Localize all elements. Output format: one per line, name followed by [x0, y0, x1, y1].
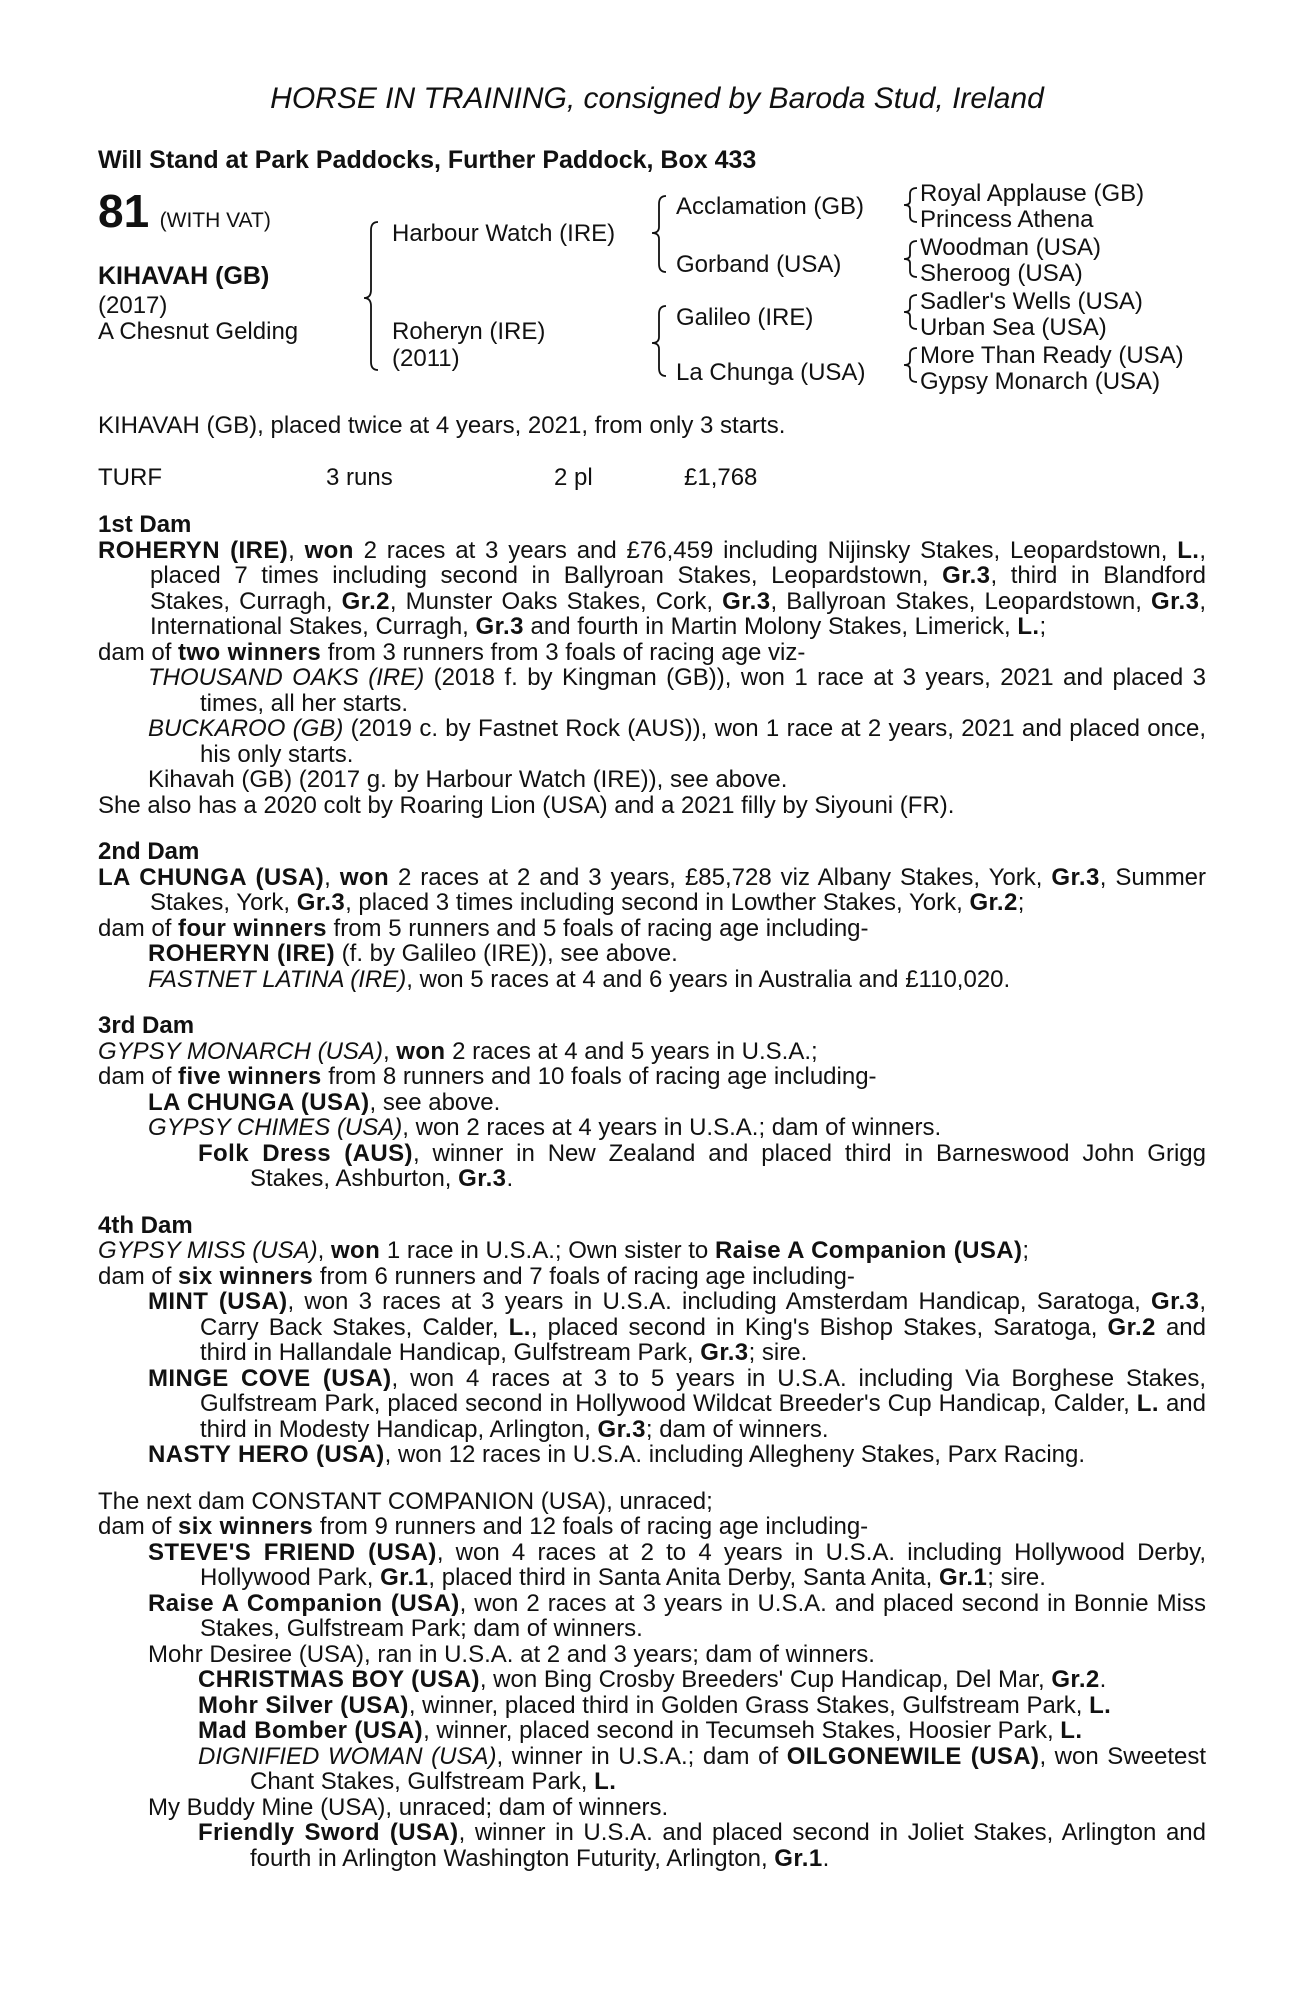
race-record-summary: KIHAVAH (GB), placed twice at 4 years, 2021, from only 3 starts.	[98, 412, 786, 439]
text-run: , winner, placed second in Tecumseh Stakes, Hoosier Park,	[423, 1717, 1061, 1744]
text-run: two winners	[178, 638, 322, 666]
text-run: .	[822, 1844, 830, 1872]
text-run: , Munster Oaks Stakes, Cork,	[389, 587, 723, 615]
text-run: , won 4 races at 3 to 5 years in U.S.A. including Via Borghese Stakes, Gulfstream Park, placed second in Hollywood Wildcat Breeder's Cup Handicap, Calder,	[200, 1364, 1206, 1417]
section-title: 1st Dam	[98, 511, 192, 538]
text-run: GYPSY MONARCH (USA)	[98, 1037, 383, 1065]
pedigree-dam-dam: La Chunga (USA)	[676, 359, 866, 386]
text-run: dam of	[98, 1513, 179, 1540]
pedigree-paragraph	[98, 1064, 1206, 1090]
pedigree-dam: Roheryn (IRE)	[392, 318, 546, 345]
pedigree-paragraph	[98, 1642, 1206, 1668]
text-run: Kihavah (GB) (2017 g. by Harbour Watch (IRE)), see above.	[148, 766, 788, 793]
text-run: , won 12 races in U.S.A. including Allegheny Stakes, Parx Racing.	[384, 1441, 1086, 1468]
text-run: ,	[288, 536, 305, 564]
pedigree-sire-dam: Gorband (USA)	[676, 251, 842, 278]
text-run: ;	[1039, 613, 1047, 640]
text-run: four winners	[178, 914, 327, 942]
pedigree-paragraph	[98, 1540, 1206, 1591]
text-run: , Summer Stakes, York,	[150, 863, 1207, 916]
text-run: and fourth in Martin Molony Stakes, Limerick,	[523, 613, 1018, 640]
text-run: Friendly Sword (USA)	[198, 1819, 459, 1846]
text-run: .	[506, 1165, 514, 1192]
text-run: THOUSAND OAKS (IRE)	[148, 664, 425, 691]
text-run: MINGE COVE (USA)	[148, 1364, 392, 1392]
pedigree-paragraph	[98, 665, 1206, 716]
section-title: 2nd Dam	[98, 838, 200, 865]
text-run: from 3 runners from 3 foals of racing age viz-	[321, 638, 806, 666]
text-run: Gr.2	[1107, 1313, 1156, 1341]
text-run: L.	[508, 1313, 531, 1341]
lot-number: 81	[98, 185, 150, 237]
text-run: , won 2 races at 3 years in U.S.A. and placed second in Bonnie Miss Stakes, Gulfstream Park; dam of winners.	[200, 1589, 1206, 1642]
text-run: Raise A Companion (USA)	[148, 1589, 460, 1617]
text-run: six winners	[178, 1262, 314, 1290]
text-run: Gr.3	[458, 1165, 507, 1192]
text-run: L.	[594, 1768, 617, 1795]
pedigree-paragraph	[98, 865, 1206, 916]
text-run: ,	[382, 1037, 397, 1065]
text-run: My Buddy Mine (USA), unraced; dam of winners.	[148, 1793, 669, 1821]
text-run: Gr.3	[700, 1339, 749, 1366]
text-run: .	[1099, 1666, 1107, 1693]
text-run: 2 races at 4 and 5 years in U.S.A.;	[445, 1037, 818, 1065]
pedigree-paragraph	[98, 1693, 1206, 1719]
text-run: DIGNIFIED WOMAN (USA)	[198, 1742, 497, 1770]
text-run: from 9 runners and 12 foals of racing age including-	[313, 1513, 869, 1540]
text-run: , placed second in King's Bishop Stakes, Saratoga,	[530, 1313, 1108, 1341]
turf-placed: 2 pl	[554, 464, 593, 491]
pedigree-dd-dam: Gypsy Monarch (USA)	[920, 368, 1161, 395]
pedigree-paragraph	[98, 941, 1206, 967]
text-run: and third in Modesty Handicap, Arlington,	[200, 1390, 1206, 1443]
text-run: Gr.1	[938, 1564, 988, 1591]
pedigree-paragraph	[98, 1238, 1206, 1264]
pedigree-paragraph	[98, 1289, 1206, 1366]
text-run: Gr.2	[341, 587, 390, 615]
pedigree-sd-dam: Sheroog (USA)	[920, 260, 1083, 287]
pedigree-sire: Harbour Watch (IRE)	[392, 220, 616, 247]
text-run: Gr.3	[475, 613, 524, 640]
dam-section	[98, 1213, 1206, 1468]
text-run: , see above.	[369, 1088, 501, 1116]
text-run: Gr.3	[1151, 587, 1200, 615]
pedigree-ds-dam: Urban Sea (USA)	[920, 314, 1107, 341]
stand-location: Will Stand at Park Paddocks, Further Paddock, Box 433	[98, 146, 757, 174]
horse-name: KIHAVAH (GB)	[98, 262, 270, 290]
text-run: from 5 runners and 5 foals of racing age including-	[326, 914, 869, 942]
text-run: Gr.1	[380, 1564, 429, 1591]
pedigree-paragraph	[98, 716, 1206, 767]
text-run: L.	[1017, 613, 1040, 640]
text-run: five winners	[178, 1063, 322, 1090]
pedigree-paragraph	[98, 1115, 1206, 1141]
text-run: Gr.2	[1051, 1666, 1100, 1693]
pedigree-ds-sire: Sadler's Wells (USA)	[920, 288, 1143, 315]
dam-section	[98, 512, 1206, 818]
pedigree-paragraph	[98, 1489, 1206, 1515]
section-title: 3rd Dam	[98, 1012, 195, 1039]
text-run: ROHERYN (IRE)	[98, 536, 289, 564]
text-run: LA CHUNGA (USA)	[148, 1088, 370, 1116]
pedigree-paragraph	[98, 538, 1206, 640]
text-run: , International Stakes, Curragh,	[150, 587, 1207, 640]
pedigree-paragraph	[98, 1442, 1206, 1468]
text-run: dam of	[98, 1063, 179, 1090]
text-run: OILGONEWILE (USA)	[786, 1742, 1040, 1770]
pedigree-ss-sire: Royal Applause (GB)	[920, 180, 1145, 207]
pedigree-paragraph	[98, 793, 1206, 819]
pedigree-paragraph	[98, 1744, 1206, 1795]
text-run: won	[330, 1237, 381, 1264]
pedigree-paragraph	[98, 640, 1206, 666]
pedigree-paragraph	[98, 1514, 1206, 1540]
pedigree-paragraph	[98, 1090, 1206, 1116]
text-run: ; sire.	[987, 1564, 1046, 1591]
page-heading: HORSE IN TRAINING, consigned by Baroda Stud, Ireland	[270, 82, 1044, 115]
text-run: , Ballyroan Stakes, Leopardstown,	[770, 587, 1152, 615]
text-run: , placed third in Santa Anita Derby, Santa Anita,	[428, 1564, 939, 1591]
text-run: Gr.1	[774, 1844, 823, 1872]
text-run: Gr.3	[722, 587, 771, 615]
text-run: six winners	[178, 1513, 314, 1540]
text-run: 1 race in U.S.A.; Own sister to	[380, 1237, 715, 1264]
text-run: , winner in New Zealand and placed third in Barneswood John Grigg Stakes, Ashburton,	[250, 1139, 1206, 1192]
pedigree-paragraph	[98, 1591, 1206, 1642]
text-run: Mohr Silver (USA)	[198, 1691, 409, 1719]
text-run: , winner in U.S.A. and placed second in Joliet Stakes, Arlington and fourth in Arlington Washington Futurity, Arlington,	[250, 1819, 1206, 1872]
text-run: from 8 runners and 10 foals of racing age including-	[321, 1063, 877, 1090]
text-run: ;	[1022, 1237, 1030, 1264]
pedigree-paragraph	[98, 1264, 1206, 1290]
text-run: MINT (USA)	[148, 1288, 288, 1315]
text-run: won	[304, 536, 354, 564]
text-run: Raise A Companion (USA)	[714, 1237, 1023, 1264]
text-run: STEVE'S FRIEND (USA)	[148, 1538, 437, 1566]
pedigree-sd-sire: Woodman (USA)	[920, 234, 1101, 261]
pedigree-paragraph	[98, 1366, 1206, 1443]
text-run: , winner, placed third in Golden Grass Stakes, Gulfstream Park,	[408, 1691, 1090, 1719]
text-run: 2 races at 2 and 3 years, £85,728 viz Albany Stakes, York,	[389, 863, 1052, 891]
text-run: CHRISTMAS BOY (USA)	[198, 1666, 480, 1693]
text-run: from 6 runners and 7 foals of racing age including-	[313, 1262, 855, 1290]
pedigree-paragraph	[98, 1039, 1206, 1065]
text-run: Gr.3	[597, 1415, 646, 1443]
text-run: L.	[1136, 1390, 1159, 1417]
pedigree-sire-sire: Acclamation (GB)	[676, 193, 865, 220]
text-run: and third in Hallandale Handicap, Gulfstream Park,	[200, 1313, 1206, 1366]
text-run: Gr.3	[942, 562, 991, 589]
text-run: BUCKAROO (GB)	[148, 715, 344, 742]
turf-label: TURF	[98, 464, 162, 491]
pedigree-dam-sire: Galileo (IRE)	[676, 304, 814, 331]
pedigree-paragraph	[98, 1141, 1206, 1192]
text-run: ;	[1017, 889, 1025, 916]
text-run: , won 4 races at 2 to 4 years in U.S.A. including Hollywood Derby, Hollywood Park,	[200, 1538, 1207, 1591]
text-run: , third in Blandford Stakes, Curragh,	[150, 562, 1207, 615]
text-run: , winner in U.S.A.; dam of	[496, 1742, 787, 1770]
text-run: Gr.3	[1051, 863, 1100, 891]
pedigree-paragraph	[98, 1795, 1206, 1821]
text-run: (f. by Galileo (IRE)), see above.	[334, 940, 678, 967]
turf-runs: 3 runs	[326, 464, 393, 491]
text-run: Gr.3	[296, 889, 346, 916]
text-run: Mad Bomber (USA)	[198, 1717, 424, 1744]
pedigree-ss-dam: Princess Athena	[920, 206, 1094, 233]
text-run: (2019 c. by Fastnet Rock (AUS)), won 1 race at 2 years, 2021 and placed once, his only starts.	[200, 715, 1206, 768]
horse-year: (2017)	[98, 292, 168, 319]
text-run: , won 2 races at 4 years in U.S.A.; dam of winners.	[402, 1114, 942, 1141]
text-run: LA CHUNGA (USA)	[98, 863, 325, 891]
text-run: Folk Dress (AUS)	[198, 1139, 413, 1167]
text-run: won	[339, 863, 390, 891]
text-run: , won 5 races at 4 and 6 years in Australia and £110,020.	[406, 965, 1011, 993]
text-run: dam of	[98, 1262, 179, 1290]
text-run: won	[396, 1037, 446, 1065]
text-run: Gr.3	[1151, 1288, 1200, 1315]
horse-description: A Chesnut Gelding	[98, 318, 299, 345]
text-run: GYPSY MISS (USA)	[98, 1237, 318, 1264]
text-run: , placed 7 times including second in Ballyroan Stakes, Leopardstown,	[150, 536, 1206, 589]
dam-section	[98, 1013, 1206, 1192]
pedigree-dam-year: (2011)	[392, 345, 460, 372]
text-run: GYPSY CHIMES (USA)	[148, 1114, 403, 1141]
text-run: ,	[324, 863, 340, 891]
section-title: 4th Dam	[98, 1211, 193, 1239]
family-notes	[98, 512, 1206, 1892]
text-run: (2018 f. by Kingman (GB)), won 1 race at 3 years, 2021 and placed 3 times, all her starts.	[200, 664, 1206, 717]
text-run: ROHERYN (IRE)	[148, 940, 335, 967]
text-run: dam of	[98, 914, 179, 942]
text-run: , won Bing Crosby Breeders' Cup Handicap, Del Mar,	[479, 1666, 1052, 1693]
dam-section	[98, 839, 1206, 992]
text-run: Gr.2	[969, 889, 1018, 916]
pedigree-paragraph	[98, 967, 1206, 993]
pedigree-paragraph	[98, 1820, 1206, 1871]
pedigree-paragraph	[98, 916, 1206, 942]
vat-note: (WITH VAT)	[159, 209, 271, 232]
text-run: ,	[317, 1237, 331, 1264]
text-run: dam of	[98, 638, 179, 666]
text-run: , won Sweetest Chant Stakes, Gulfstream Park,	[250, 1742, 1207, 1795]
text-run: ; dam of winners.	[645, 1415, 829, 1443]
text-run: , won 3 races at 3 years in U.S.A. including Amsterdam Handicap, Saratoga,	[287, 1288, 1152, 1315]
text-run: L.	[1060, 1717, 1083, 1744]
text-run: NASTY HERO (USA)	[148, 1441, 385, 1468]
pedigree-paragraph	[98, 767, 1206, 793]
text-run: She also has a 2020 colt by Roaring Lion (USA) and a 2021 filly by Siyouni (FR).	[98, 791, 955, 819]
text-run: 2 races at 3 years and £76,459 including Nijinsky Stakes, Leopardstown,	[353, 536, 1178, 564]
turf-earnings: £1,768	[684, 464, 758, 491]
text-run: FASTNET LATINA (IRE)	[148, 965, 407, 993]
text-run: ; sire.	[748, 1339, 808, 1366]
text-run: , Carry Back Stakes, Calder,	[200, 1288, 1206, 1341]
text-run: L.	[1177, 536, 1200, 564]
text-run: , placed 3 times including second in Lowther Stakes, York,	[345, 889, 970, 916]
text-run: L.	[1089, 1691, 1112, 1719]
pedigree-dd-sire: More Than Ready (USA)	[920, 342, 1184, 369]
dam-section	[98, 1489, 1206, 1872]
text-run: The next dam CONSTANT COMPANION (USA), unraced;	[98, 1487, 713, 1515]
pedigree-paragraph	[98, 1718, 1206, 1744]
pedigree-paragraph	[98, 1667, 1206, 1693]
text-run: Mohr Desiree (USA), ran in U.S.A. at 2 and 3 years; dam of winners.	[148, 1640, 875, 1668]
